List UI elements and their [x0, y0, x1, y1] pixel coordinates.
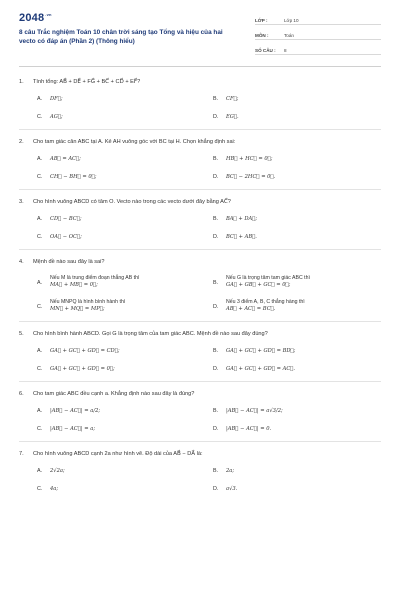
option-c[interactable]: C. OA⃗ − OC⃗;: [37, 234, 82, 240]
option-d[interactable]: D. GA⃗ + GC⃗ + GD⃗ = AC⃗.: [213, 366, 296, 372]
option-a[interactable]: A. 2√2a;: [37, 468, 65, 474]
question-4: [19, 258, 381, 313]
question-list: [19, 78, 381, 493]
question-text: 4. Mệnh đề nào sau đây là sai?: [19, 259, 105, 265]
option-c[interactable]: C. CH⃗ − BH⃗ = 0⃗;: [37, 174, 97, 180]
question-divider: [19, 189, 381, 190]
question-1: [19, 78, 381, 121]
question-divider: [19, 381, 381, 382]
page-title: 8 câu Trắc nghiệm Toán 10 chân trời sáng tạo Tổng và hiệu của hai vecto có đáp án (Phần 2) (Thông hiểu): [19, 29, 223, 45]
option-b[interactable]: B. |AB⃗ − AC⃗| = a√3/2;: [213, 408, 283, 414]
option-b[interactable]: B. HB⃗ + HC⃗ = 0⃗;: [213, 156, 273, 162]
question-text: 6. Cho tam giác ABC đều cạnh a. Khẳng định nào sau đây là đúng?: [19, 391, 195, 397]
meta-count-label: SỐ CÂU :: [255, 47, 276, 53]
site-logo[interactable]: $2048^{.vn}$: [19, 12, 52, 24]
option-a[interactable]: A. AB⃗ = AC⃗;: [37, 156, 81, 162]
meta-panel: [255, 12, 381, 57]
option-d[interactable]: D. BC⃗ − 2HC⃗ = 0⃗.: [213, 174, 276, 180]
meta-subject-value: Toán: [284, 32, 294, 38]
option-c[interactable]: C. GA⃗ + GC⃗ + GD⃗ = 0⃗;: [37, 366, 115, 372]
question-divider: [19, 321, 381, 322]
question-6: [19, 390, 381, 433]
question-3: [19, 198, 381, 241]
question-text: 1. Tính tổng: AB⃗ + DE⃗ + FG⃗ + BC⃗ + CD⃗ + EF⃗?: [19, 79, 141, 85]
meta-class-row: [255, 12, 381, 25]
option-b[interactable]: B. Nếu G là trọng tâm tam giác ABC thì GA⃗ + GB⃗ + GC⃗ = 0⃗;: [213, 275, 310, 288]
meta-subject-label: MÔN :: [255, 32, 269, 38]
question-5: [19, 330, 381, 373]
question-7: [19, 450, 381, 493]
option-a[interactable]: A. DF⃗;: [37, 96, 63, 102]
meta-count-value: 8: [284, 47, 287, 53]
option-b[interactable]: B. GA⃗ + GC⃗ + GD⃗ = BD⃗;: [213, 348, 296, 354]
question-divider: [19, 249, 381, 250]
option-a[interactable]: A. CD⃗ − BC⃗;: [37, 216, 82, 222]
question-divider: [19, 441, 381, 442]
option-d[interactable]: D. BC⃗ + AB⃗.: [213, 234, 257, 240]
meta-class-label: LỚP :: [255, 17, 268, 23]
question-text: 7. Cho hình vuông ABCD cạnh 2a như hình vẽ. Độ dài của AB⃗ − DA⃗ là:: [19, 451, 203, 457]
option-d[interactable]: D. a√3.: [213, 486, 238, 492]
question-2: [19, 138, 381, 181]
option-c[interactable]: C. AG⃗;: [37, 114, 63, 120]
question-text: 2. Cho tam giác cân ABC tại A. Kẻ AH vuông góc với BC tại H. Chọn khẳng định sai:: [19, 139, 236, 145]
meta-count-row: [255, 42, 381, 55]
meta-class-value: Lớp 10: [284, 17, 299, 23]
question-text: 3. Cho hình vuông ABCD có tâm O. Vecto nào trong các vecto dưới đây bằng AC⃗?: [19, 199, 231, 205]
option-b[interactable]: B. BA⃗ + DA⃗;: [213, 216, 258, 222]
question-divider: [19, 129, 381, 130]
header-divider: [19, 66, 381, 67]
option-a[interactable]: A. Nếu M là trung điểm đoạn thẳng AB thì MA⃗ + MB⃗ = 0⃗;: [37, 275, 140, 288]
option-d[interactable]: D. |AB⃗ − AC⃗| = 0.: [213, 426, 272, 432]
option-c[interactable]: C. 4a;: [37, 486, 59, 492]
option-b[interactable]: B. CF⃗;: [213, 96, 239, 102]
option-c[interactable]: C. Nếu MNPQ là hình bình hành thì MN⃗ + MQ⃗ = MP⃗;: [37, 299, 126, 312]
question-text: 5. Cho hình bình hành ABCD. Gọi G là trọng tâm của tam giác ABC. Mệnh đề nào sau đây đúng?: [19, 331, 268, 337]
option-a[interactable]: A. GA⃗ + GC⃗ + GD⃗ = CD⃗;: [37, 348, 120, 354]
option-c[interactable]: C. |AB⃗ − AC⃗| = a;: [37, 426, 96, 432]
option-a[interactable]: A. |AB⃗ − AC⃗| = a/2;: [37, 408, 101, 414]
option-d[interactable]: D. Nếu 3 điểm A, B, C thẳng hàng thì AB⃗ + AC⃗ = BC⃗.: [213, 299, 305, 312]
option-b[interactable]: B. 2a;: [213, 468, 235, 474]
option-d[interactable]: D. EG⃗.: [213, 114, 239, 120]
meta-subject-row: [255, 27, 381, 40]
